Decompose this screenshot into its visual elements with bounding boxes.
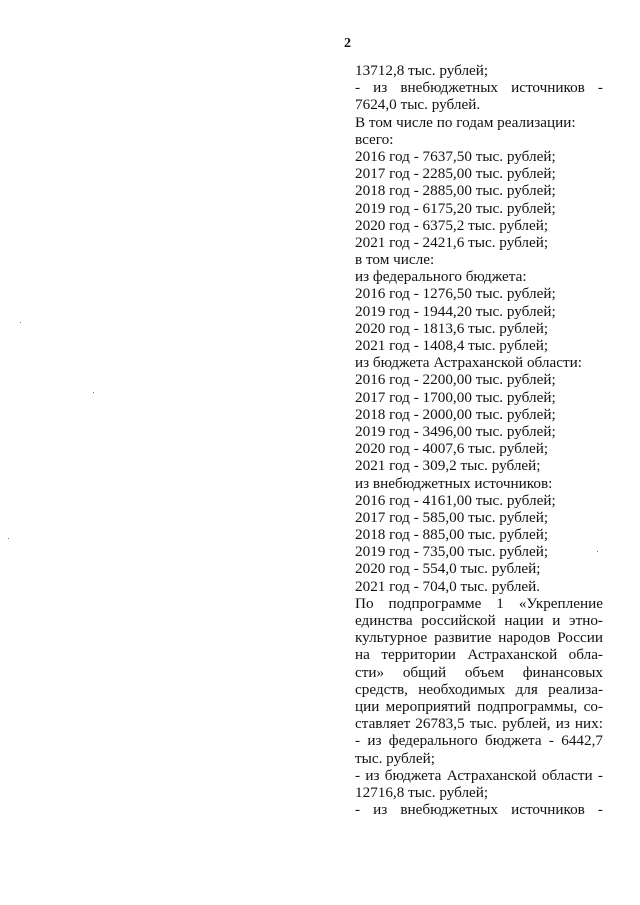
text-line: 2017 год - 2285,00 тыс. рублей; bbox=[355, 165, 556, 183]
text-line: ции мероприятий подпрограммы, со- bbox=[355, 697, 603, 715]
text-line: 2016 год - 7637,50 тыс. рублей; bbox=[355, 147, 556, 165]
text-line: - из федерального бюджета - 6442,7 bbox=[355, 732, 603, 750]
text-line: 2020 год - 1813,6 тыс. рублей; bbox=[355, 319, 549, 337]
text-line: в том числе: bbox=[355, 251, 435, 269]
text-line: 2016 год - 1276,50 тыс. рублей; bbox=[355, 285, 556, 303]
text-line: всего: bbox=[355, 130, 394, 148]
text-line: 2020 год - 4007,6 тыс. рублей; bbox=[355, 440, 549, 458]
text-line: 2016 год - 2200,00 тыс. рублей; bbox=[355, 371, 556, 389]
text-line: 2021 год - 704,0 тыс. рублей. bbox=[355, 577, 541, 595]
text-line: 2017 год - 1700,00 тыс. рублей; bbox=[355, 388, 556, 406]
text-line: 2018 год - 885,00 тыс. рублей; bbox=[355, 526, 549, 544]
text-line: 2020 год - 6375,2 тыс. рублей; bbox=[355, 216, 549, 234]
text-line: 2017 год - 585,00 тыс. рублей; bbox=[355, 508, 549, 526]
text-line: сти» общий объем финансовых bbox=[355, 663, 603, 681]
text-line: 2019 год - 3496,00 тыс. рублей; bbox=[355, 422, 556, 440]
text-line: - из внебюджетных источников - bbox=[355, 801, 603, 819]
text-line: 2018 год - 2885,00 тыс. рублей; bbox=[355, 182, 556, 200]
text-line: из бюджета Астраханской области: bbox=[355, 354, 582, 372]
text-line: на территории Астраханской обла- bbox=[355, 646, 603, 664]
text-line: - из внебюджетных источников - bbox=[355, 79, 603, 97]
document-text-column bbox=[355, 62, 603, 818]
text-line: из внебюджетных источников: bbox=[355, 474, 553, 492]
text-line: - из бюджета Астраханской области - bbox=[355, 766, 603, 784]
scan-speck bbox=[93, 392, 94, 393]
text-line: 12716,8 тыс. рублей; bbox=[355, 783, 489, 801]
text-line: 2019 год - 1944,20 тыс. рублей; bbox=[355, 302, 556, 320]
text-line: из федерального бюджета: bbox=[355, 268, 527, 286]
text-line: 2019 год - 6175,20 тыс. рублей; bbox=[355, 199, 556, 217]
text-line: По подпрограмме 1 «Укрепление bbox=[355, 594, 603, 612]
scan-speck bbox=[8, 538, 9, 539]
text-line: тыс. рублей; bbox=[355, 749, 435, 767]
text-line: 2018 год - 2000,00 тыс. рублей; bbox=[355, 405, 556, 423]
text-line: 2021 год - 2421,6 тыс. рублей; bbox=[355, 233, 549, 251]
text-line: В том числе по годам реализации: bbox=[355, 113, 576, 131]
text-line: культурное развитие народов России bbox=[355, 629, 603, 647]
text-line: 2019 год - 735,00 тыс. рублей; bbox=[355, 543, 549, 561]
text-line: 2016 год - 4161,00 тыс. рублей; bbox=[355, 491, 556, 509]
page-number: 2 bbox=[344, 36, 351, 51]
scan-speck bbox=[20, 322, 21, 323]
text-line: 2021 год - 1408,4 тыс. рублей; bbox=[355, 337, 549, 354]
text-line: единства российской нации и этно- bbox=[355, 612, 603, 629]
text-line: 13712,8 тыс. рублей; bbox=[355, 62, 489, 79]
text-line: ставляет 26783,5 тыс. рублей, из них: bbox=[355, 715, 603, 733]
text-line: 7624,0 тыс. рублей. bbox=[355, 96, 481, 114]
text-line: 2021 год - 309,2 тыс. рублей; bbox=[355, 457, 541, 475]
text-line: средств, необходимых для реализа- bbox=[355, 680, 603, 698]
text-line: 2020 год - 554,0 тыс. рублей; bbox=[355, 560, 541, 578]
scan-speck bbox=[597, 551, 598, 552]
